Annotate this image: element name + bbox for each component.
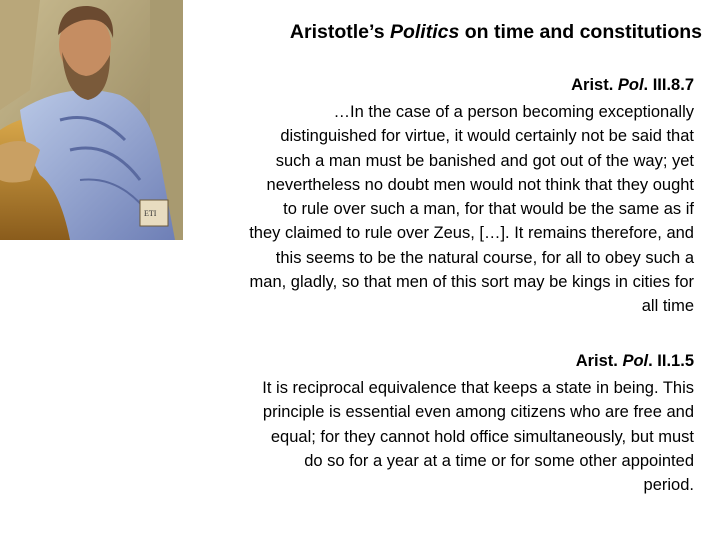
quote-line: do so for a year at a time or for some other appointed	[304, 451, 694, 470]
quote-line: distinguished for virtue, it would certainly not be said that	[280, 127, 694, 146]
citation-pol-2-1-5	[576, 350, 694, 372]
title-prefix: Aristotle’s	[289, 21, 390, 43]
quote-line: to rule over such a man, for that would be the same as if	[283, 200, 694, 219]
citation-passage: . III.8.7	[643, 76, 694, 94]
citation-author: Arist.	[575, 352, 623, 370]
quote-line: all time	[641, 297, 694, 316]
quote-line: period.	[643, 476, 694, 495]
citation-work: Pol	[622, 352, 649, 370]
title-politics: Politics	[389, 21, 460, 43]
quote-line: such a man must be banished and got out of the way; yet	[275, 151, 694, 170]
quote-pol-3-8-7	[249, 100, 694, 319]
quote-line: equal; for they cannot hold office simultaneously, but must	[270, 427, 694, 446]
citation-passage: . II.1.5	[648, 352, 694, 370]
quote-line: this seems to be the natural course, for all to obey such a	[275, 248, 694, 267]
citation-pol-3-8-7	[571, 74, 694, 96]
slide-title	[190, 18, 702, 46]
citation-work: Pol	[617, 76, 644, 94]
citation-author: Arist.	[571, 76, 618, 94]
title-suffix: on time and constitutions	[459, 21, 702, 43]
quote-line: …In the case of a person becoming exceptionally	[333, 103, 694, 121]
quote-line: man, gladly, so that men of this sort may be kings in cities for	[249, 273, 694, 292]
quote-line: they claimed to rule over Zeus, […]. It remains therefore, and	[249, 224, 694, 243]
quote-line: principle is essential even among citizens who are free and	[262, 403, 694, 422]
quote-line: It is reciprocal equivalence that keeps a state in being. This	[262, 379, 694, 397]
quote-line: nevertheless no doubt men would not think that they ought	[266, 175, 694, 194]
aristotle-portrait-image	[0, 0, 183, 240]
quote-pol-2-1-5	[262, 376, 694, 497]
svg-text:ETI: ETI	[144, 209, 157, 218]
